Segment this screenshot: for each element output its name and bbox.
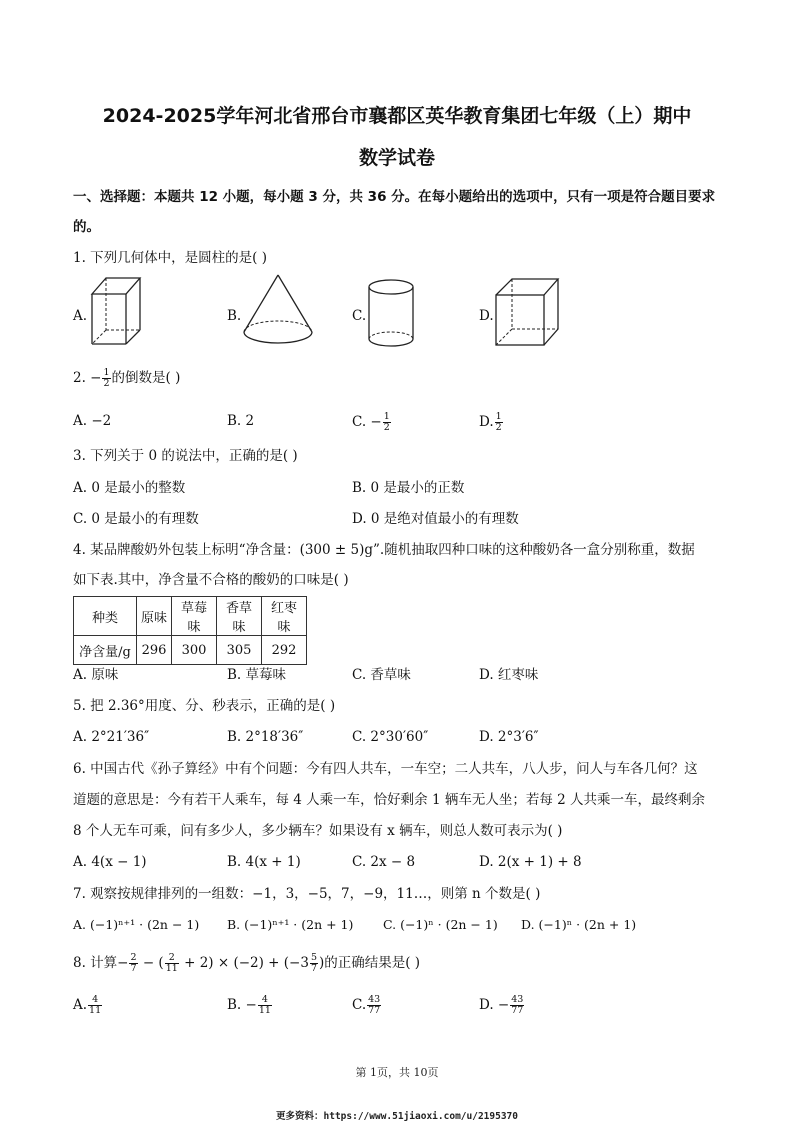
q5-option-d: D. 2°3′6″: [479, 729, 539, 745]
q5-option-a: A. 2°21′36″: [73, 729, 150, 745]
q2-prefix: 2. −: [73, 370, 102, 386]
q1-option-d: D.: [479, 308, 494, 324]
q8-frac-2: [165, 953, 179, 974]
cylinder-icon: [366, 277, 416, 351]
q2-option-a: A. −2: [73, 413, 112, 429]
q3-option-c: C. 0 是最小的有理数: [73, 511, 199, 527]
q5-option-c: C. 2°30′60″: [352, 729, 429, 745]
exam-title-line1: 2024-2025学年河北省邢台市襄都区英华教育集团七年级（上）期中: [102, 105, 692, 127]
question-3-stem: 3. 下列关于 0 的说法中，正确的是( ): [73, 448, 298, 464]
q8-option-b: [227, 995, 273, 1016]
q2-c-den: 2: [383, 422, 390, 433]
q4-option-d: D. 红枣味: [479, 667, 539, 683]
q1-option-c: C.: [352, 308, 367, 324]
q3-option-a: A. 0 是最小的整数: [73, 480, 186, 496]
q8-c-num: 43: [368, 994, 381, 1005]
table-cell: 原味: [137, 597, 172, 636]
table-cell: 香草味: [217, 597, 262, 636]
q2-c-prefix: C. −: [352, 414, 382, 430]
question-1-stem: 1. 下列几何体中，是圆柱的是( ): [73, 250, 267, 266]
q8-frac-3: [310, 953, 318, 974]
q8-d-den: 77: [511, 1005, 524, 1016]
question-8-stem: [73, 953, 420, 974]
question-6-line2: 道题的意思是：今有若干人乘车，每 4 人乘一车，恰好剩余 1 辆车无人坐；若每 2 人共乘一车，最终剩余: [73, 792, 706, 808]
q6-option-a: A. 4(x − 1): [73, 854, 147, 870]
q2-c-num: 1: [383, 411, 390, 422]
q4-option-b: B. 草莓味: [227, 667, 287, 683]
q8-frac-1: [129, 953, 137, 974]
q8-part3: + 2) × (−2) + (−3: [179, 955, 309, 971]
q2-fraction: [102, 368, 110, 389]
q2-frac-den: 2: [103, 378, 110, 389]
q2-option-b: B. 2: [227, 413, 255, 429]
q8-c-prefix: C.: [352, 997, 367, 1013]
q2-d-prefix: D.: [479, 414, 494, 430]
q2-suffix: 的倒数是( ): [111, 370, 181, 386]
source-link[interactable]: 更多资料：https://www.51jiaoxi.com/u/2195370: [276, 1111, 518, 1122]
q7-option-a: A. (−1)ⁿ⁺¹ · (2n − 1): [73, 917, 200, 932]
q7-option-d: D. (−1)ⁿ · (2n + 1): [521, 917, 637, 932]
q6-option-b: B. 4(x + 1): [227, 854, 301, 870]
q1-option-b: B.: [227, 308, 242, 324]
q2-c-fraction: [383, 412, 391, 433]
q8-d-num: 43: [511, 994, 524, 1005]
q2-d-num: 1: [495, 411, 502, 422]
q8-b-fraction: [258, 995, 272, 1016]
q8-f2-num: 2: [165, 953, 179, 964]
q5-option-b: B. 2°18′36″: [227, 729, 304, 745]
q8-c-fraction: [367, 995, 381, 1016]
q4-option-c: C. 香草味: [352, 667, 411, 683]
table-cell: 净含量/g: [74, 636, 137, 665]
q8-option-c: [352, 995, 382, 1016]
q8-a-num: 4: [88, 995, 102, 1006]
page-number: 第 1页，共 10页: [355, 1066, 439, 1079]
q8-f3-num: 5: [310, 952, 317, 963]
question-2-stem: [73, 368, 180, 389]
q6-option-d: D. 2(x + 1) + 8: [479, 854, 582, 870]
section-heading: 一、选择题：本题共 12 小题，每小题 3 分，共 36 分。在每小题给出的选项中，只有一项是符合题目要求: [73, 189, 716, 205]
question-6-line3: 8 个人无车可乘，问有多少人，多少辆车？如果设有 x 辆车，则总人数可表示为( ): [73, 823, 563, 839]
question-4-line2: 如下表.其中，净含量不合格的酸奶的口味是( ): [73, 572, 349, 588]
q7-option-b: B. (−1)ⁿ⁺¹ · (2n + 1): [227, 917, 354, 932]
table-cell: 305: [217, 636, 262, 665]
q8-c-den: 77: [368, 1005, 381, 1016]
q6-option-c: C. 2x − 8: [352, 854, 416, 870]
q8-a-prefix: A.: [73, 997, 88, 1013]
cone-icon: [240, 272, 316, 348]
net-content-table: [73, 596, 307, 665]
q4-option-a: A. 原味: [73, 667, 119, 683]
table-row: [74, 636, 307, 665]
q8-d-fraction: [510, 995, 524, 1016]
q8-a-fraction: [88, 995, 102, 1016]
table-row: [74, 597, 307, 636]
q8-option-d: [479, 995, 525, 1016]
cube-icon: [492, 275, 562, 349]
question-6-line1: 6. 中国古代《孙子算经》中有个问题：今有四人共车，一车空；二人共车，八人步，问人与车各几何？这: [73, 761, 698, 777]
q8-part4: )的正确结果是( ): [318, 955, 421, 971]
question-4-line1: 4. 某品牌酸奶外包装上标明“净含量：(300 ± 5)g”.随机抽取四种口味的这种酸奶各一盒分别称重，数据: [73, 542, 695, 558]
q8-b-num: 4: [258, 995, 272, 1006]
question-7-stem: 7. 观察按规律排列的一组数：−1，3，−5，7，−9，11…，则第 n 个数是( ): [73, 886, 541, 902]
q8-option-a: [73, 995, 103, 1016]
question-5-stem: 5. 把 2.36°用度、分、秒表示，正确的是( ): [73, 698, 336, 714]
q8-d-prefix: D. −: [479, 997, 510, 1013]
q8-part2: − (: [138, 955, 164, 971]
q8-a-den: 11: [89, 1005, 102, 1016]
q1-option-a: A.: [73, 308, 88, 324]
q2-d-fraction: [495, 412, 503, 433]
section-heading-cont: 的。: [73, 219, 100, 235]
exam-title-line2: 数学试卷: [358, 147, 435, 169]
table-cell: 红枣味: [262, 597, 307, 636]
q2-option-d: [479, 412, 504, 433]
q3-option-b: B. 0 是最小的正数: [352, 480, 465, 496]
table-cell: 292: [262, 636, 307, 665]
q2-option-c: [352, 412, 392, 433]
q8-f2-den: 11: [165, 963, 178, 974]
q8-f3-den: 7: [310, 963, 317, 974]
q8-b-prefix: B. −: [227, 997, 257, 1013]
q8-f1-num: 2: [130, 952, 137, 963]
q8-part1: 8. 计算−: [73, 955, 129, 971]
q3-option-d: D. 0 是绝对值最小的有理数: [352, 511, 519, 527]
table-cell: 草莓味: [172, 597, 217, 636]
table-cell: 种类: [74, 597, 137, 636]
table-cell: 300: [172, 636, 217, 665]
q2-d-den: 2: [495, 422, 502, 433]
triangular-prism-icon: [88, 274, 146, 348]
table-cell: 296: [137, 636, 172, 665]
q8-b-den: 11: [258, 1005, 271, 1016]
q8-f1-den: 7: [130, 963, 137, 974]
q7-option-c: C. (−1)ⁿ · (2n − 1): [383, 917, 498, 932]
q2-frac-num: 1: [103, 367, 110, 378]
